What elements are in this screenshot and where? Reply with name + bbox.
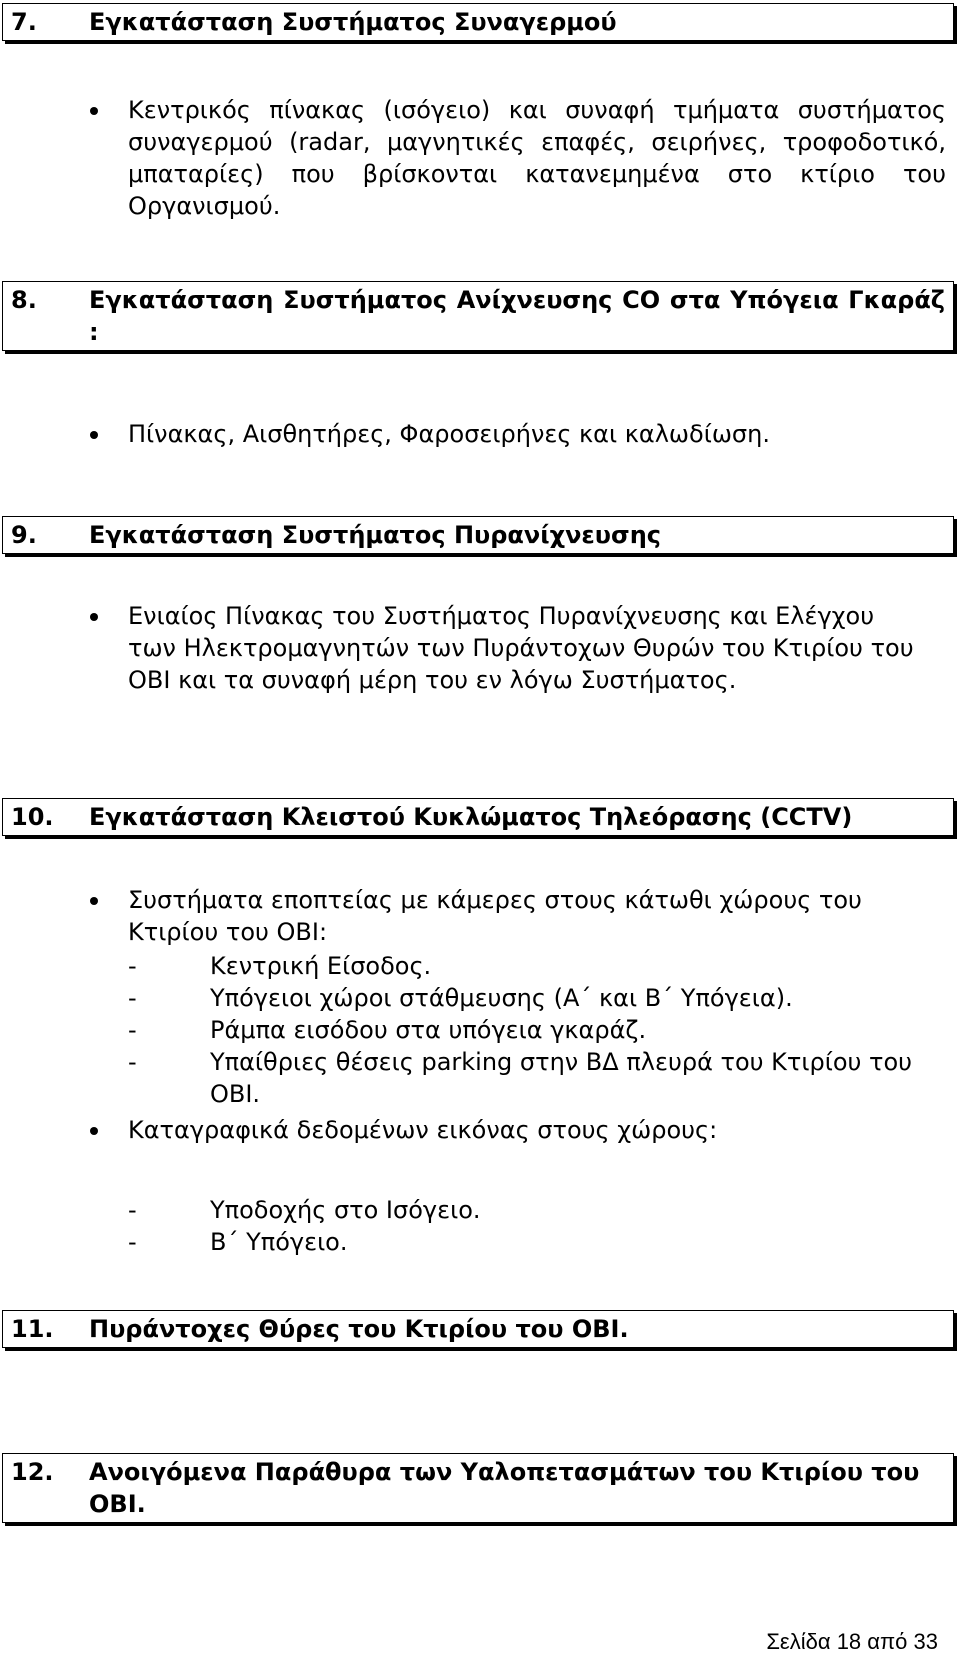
list-item [128, 1226, 946, 1258]
list-item [128, 982, 946, 1014]
bullet-text: Ενιαίος Πίνακας του Συστήματος Πυρανίχνευσης και Ελέγχου των Ηλεκτρομαγνητών των Πυράντοχων Θυρών του Κτιρίου του ΟΒΙ και τα συναφή μέρη του εν λόγω Συστήματος. [128, 602, 914, 694]
list-item [128, 1014, 946, 1046]
section-title: Ανοιγόμενα Παράθυρα των Υαλοπετασμάτων του Κτιρίου του ΟΒΙ. [89, 1458, 920, 1518]
bullet-icon [90, 431, 98, 439]
list-item [90, 94, 946, 222]
list-item [90, 418, 946, 450]
bullet-icon [90, 897, 98, 905]
section-title: Εγκατάσταση Συστήματος Συναγερμού [89, 8, 617, 36]
dash-marker: - [128, 984, 137, 1012]
dash-marker: - [128, 1016, 137, 1044]
dash-marker: - [128, 1228, 137, 1256]
list-item-text: Υποδοχής στο Ισόγειο. [210, 1196, 481, 1224]
list-item [90, 884, 946, 948]
section-title: Εγκατάσταση Συστήματος Πυρανίχνευσης [89, 521, 662, 549]
page-number: Σελίδα 18 από 33 [766, 1629, 938, 1654]
section-7-heading [2, 3, 954, 41]
bullet-icon [90, 1127, 98, 1135]
bullet-text: Καταγραφικά δεδομένων εικόνας στους χώρους: [128, 1116, 718, 1144]
list-item [128, 1194, 946, 1226]
list-item [90, 600, 920, 696]
section-11-heading [2, 1310, 954, 1348]
bullet-text: Συστήματα εποπτείας με κάμερες στους κάτωθι χώρους του Κτιρίου του ΟΒΙ: [128, 886, 862, 946]
bullet-text: Πίνακας, Αισθητήρες, Φαροσειρήνες και καλωδίωση. [128, 420, 770, 448]
list-item-text: Υπόγειοι χώροι στάθμευσης (Α΄ και Β΄ Υπόγεια). [210, 984, 793, 1012]
section-title: Εγκατάσταση Συστήματος Ανίχνευσης CO στα Υπόγεια Γκαράζ : [89, 286, 945, 346]
list-item-text: Ράμπα εισόδου στα υπόγεια γκαράζ. [210, 1016, 647, 1044]
section-number: 7. [11, 8, 37, 36]
section-title: Εγκατάσταση Κλειστού Κυκλώματος Τηλεόρασης (CCTV) [89, 803, 853, 831]
list-item [90, 1114, 946, 1146]
bullet-icon [90, 613, 98, 621]
list-item-text: Β΄ Υπόγειο. [210, 1228, 348, 1256]
list-item-text: Υπαίθριες θέσεις parking στην ΒΔ πλευρά του Κτιρίου του ΟΒΙ. [210, 1048, 913, 1108]
dash-marker: - [128, 1196, 137, 1224]
list-item [128, 1046, 946, 1110]
bullet-text: Κεντρικός πίνακας (ισόγειο) και συναφή τμήματα συστήματος συναγερμού (radar, μαγνητικές επαφές, σειρήνες, τροφοδοτικό, μπαταρίες) που βρίσκονται κατανεμημένα στο κτίριο του Οργανισμού. [128, 96, 946, 220]
section-number: 10. [11, 803, 54, 831]
section-number: 9. [11, 521, 37, 549]
section-number: 12. [11, 1458, 54, 1486]
bullet-icon [90, 107, 98, 115]
list-item [128, 950, 946, 982]
section-12-heading [2, 1453, 954, 1523]
section-10-heading [2, 798, 954, 836]
section-8-heading [2, 281, 954, 351]
section-9-heading [2, 516, 954, 554]
list-item-text: Κεντρική Είσοδος. [210, 952, 432, 980]
dash-marker: - [128, 1048, 137, 1076]
section-number: 8. [11, 286, 37, 314]
section-title: Πυράντοχες Θύρες του Κτιρίου του ΟΒΙ. [89, 1315, 629, 1343]
dash-marker: - [128, 952, 137, 980]
section-number: 11. [11, 1315, 54, 1343]
